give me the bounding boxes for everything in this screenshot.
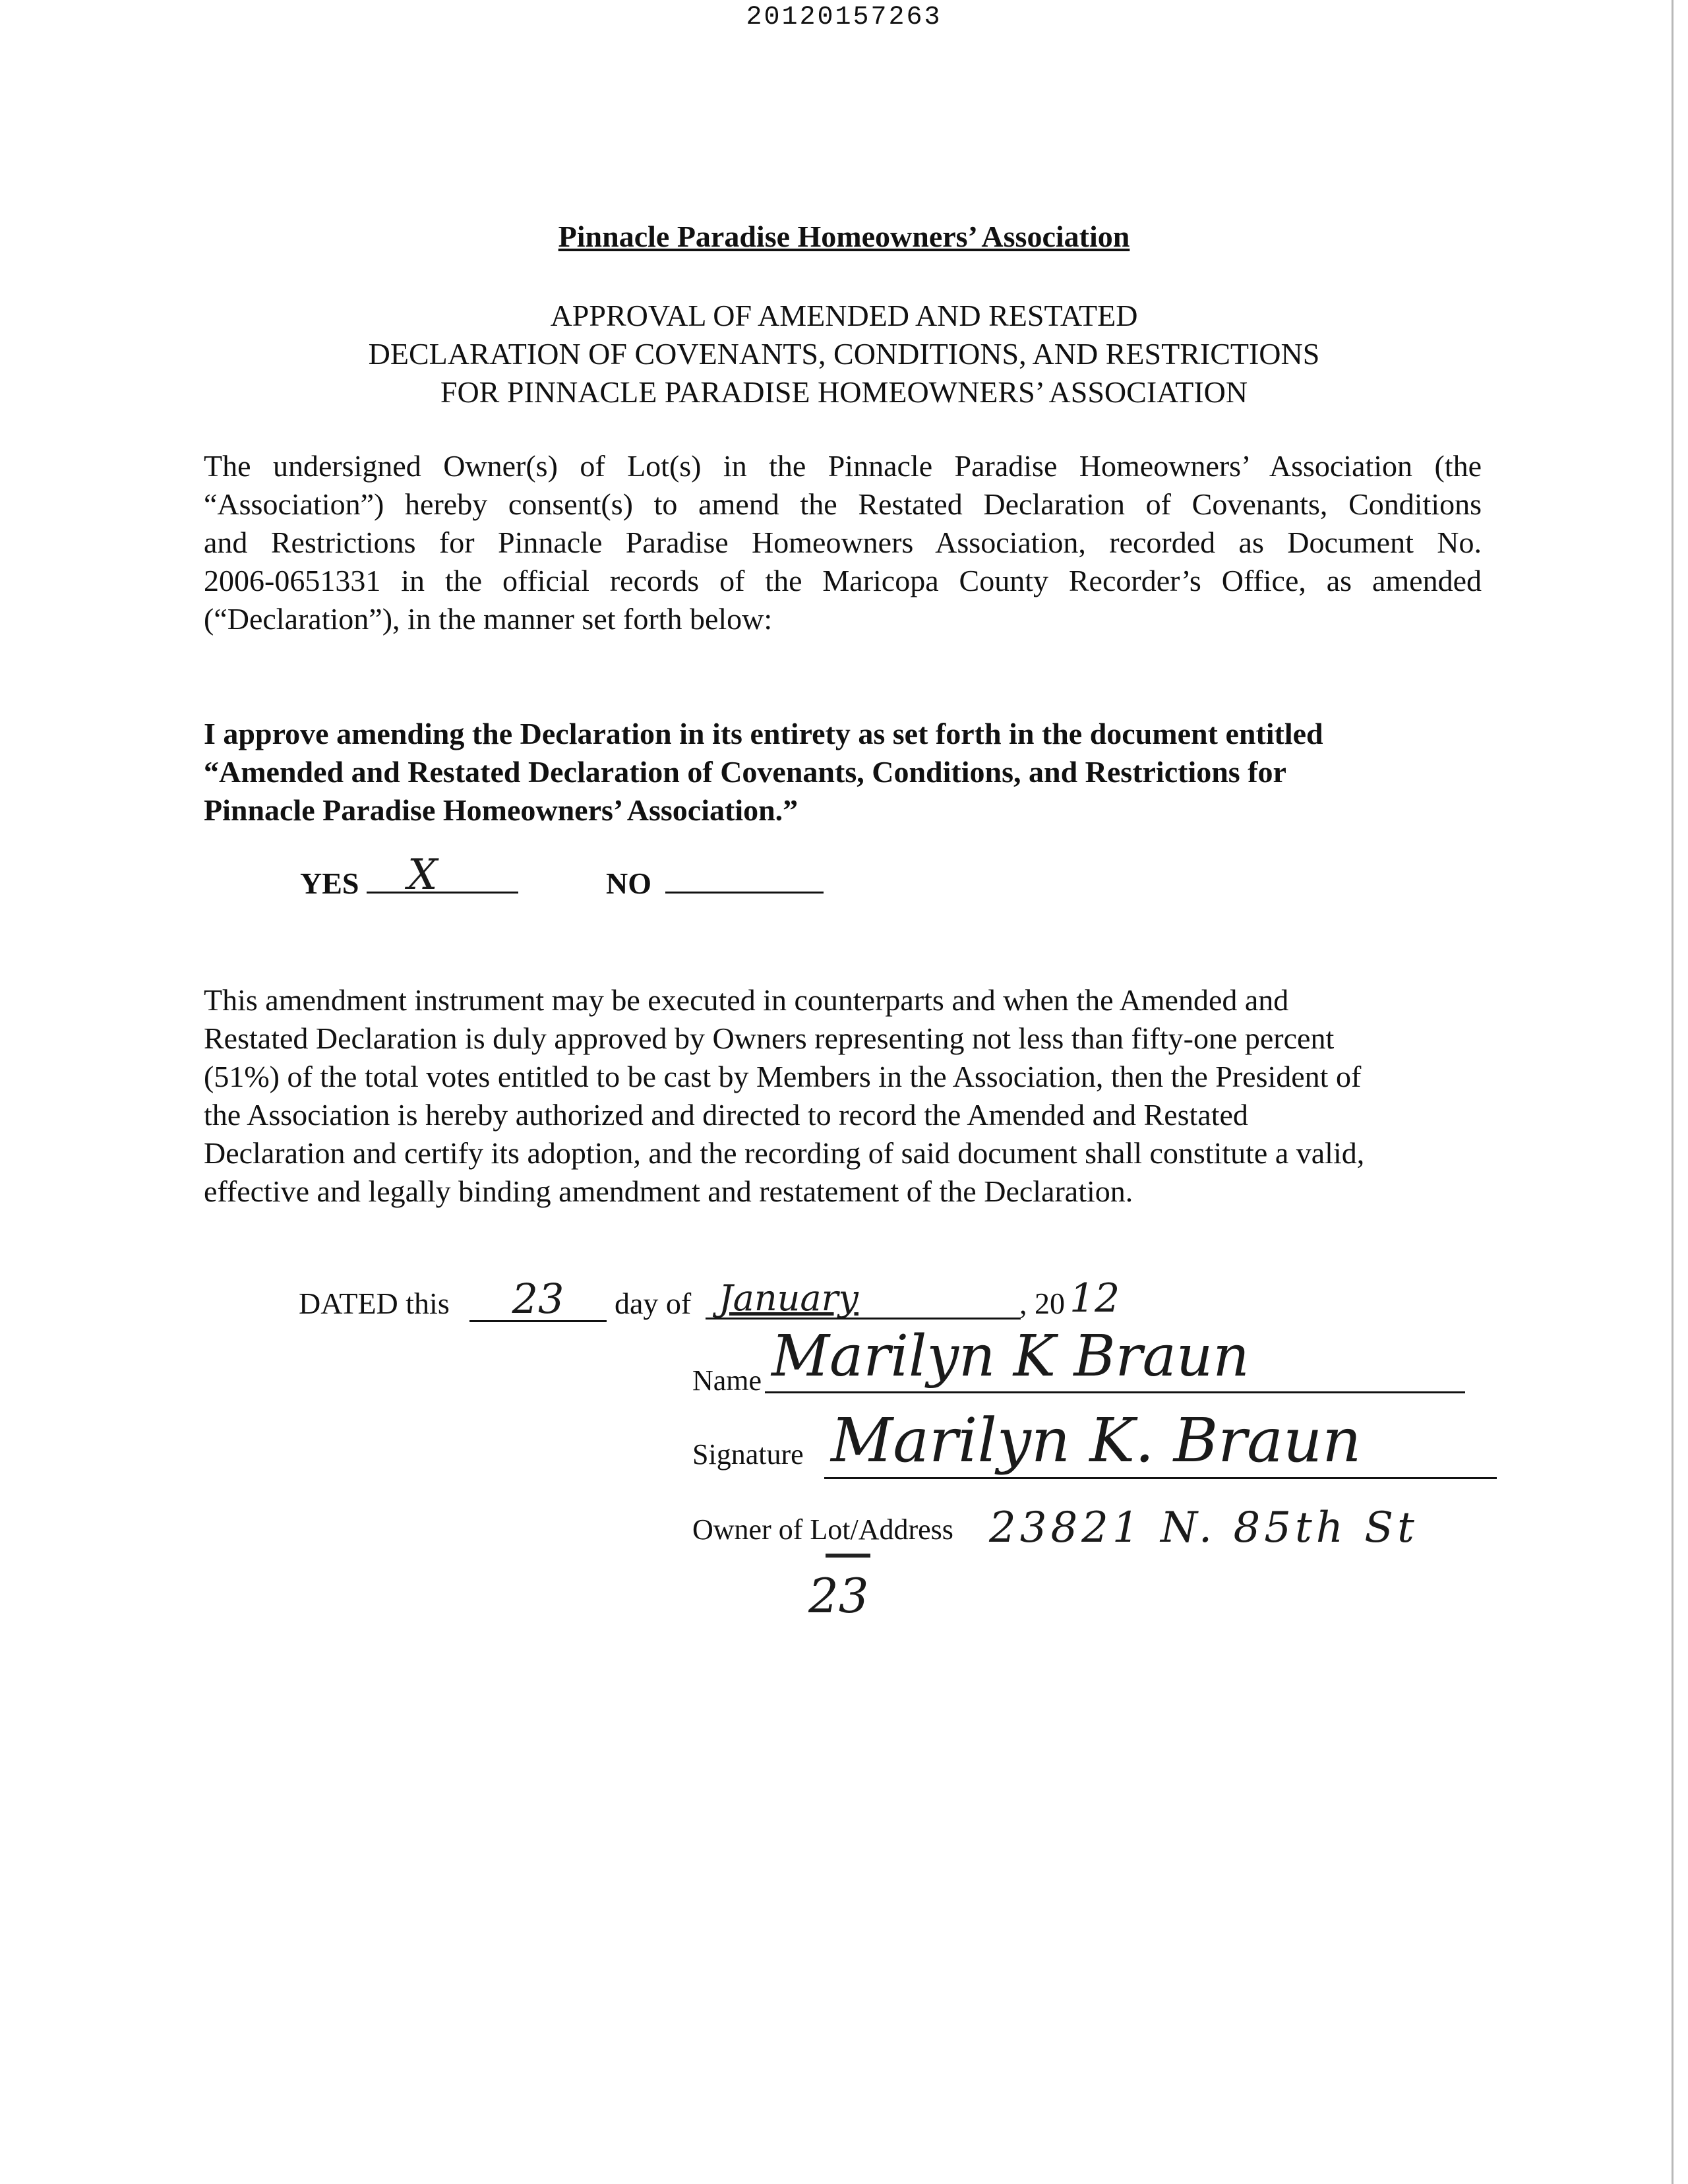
lot-overline [826,1554,870,1558]
lot-value[interactable]: 23 [808,1568,869,1623]
year-value[interactable]: 12 [1070,1275,1120,1321]
heading-line: FOR PINNACLE PARADISE HOMEOWNERS’ ASSOCIATION [440,375,1248,409]
name-label: Name [692,1364,762,1397]
month-value: January [719,1277,859,1319]
recording-number: 20120157263 [746,3,942,32]
page-edge [1672,0,1673,2184]
execution-line: (51%) of the total votes entitled to be cast by Members in the Association, then the President of [204,1060,1362,1093]
intro-line: (“Declaration”), in the manner set forth below: [204,602,773,636]
intro-line: and Restrictions for Pinnacle Paradise Homeowners Association, recorded as Document No. [204,526,1482,559]
year-prefix: , 20 [1019,1287,1065,1320]
yes-blank[interactable] [367,851,518,899]
signature-field[interactable] [824,1405,1497,1479]
month-field[interactable] [706,1278,1021,1320]
day-value: 23 [512,1275,564,1323]
no-blank[interactable] [665,865,824,894]
yes-label: YES [300,866,359,900]
dated-label: DATED this [299,1287,450,1320]
execution-line: This amendment instrument may be executed in counterparts and when the Amended and [204,983,1289,1017]
execution-line: Restated Declaration is duly approved by Owners representing not less than fifty-one percent [204,1021,1335,1055]
approval-statement [204,715,1457,830]
name-value: Marilyn K Braun [771,1323,1250,1389]
document-heading [198,297,1490,411]
execution-line: effective and legally binding amendment and restatement of the Declaration. [204,1174,1133,1208]
approval-line: Pinnacle Paradise Homeowners’ Association.” [204,793,799,827]
day-field[interactable] [469,1275,607,1323]
day-of-label: day of [615,1287,692,1320]
no-label: NO [605,866,651,900]
association-title: Pinnacle Paradise Homeowners’ Association [558,220,1130,253]
intro-line: The undersigned Owner(s) of Lot(s) in the Pinnacle Paradise Homeowners’ Association (the [204,449,1482,483]
intro-paragraph [204,447,1482,638]
vote-row [300,851,824,901]
approval-line: I approve amending the Declaration in its entirety as set forth in the document entitled [204,717,1323,750]
heading-line: APPROVAL OF AMENDED AND RESTATED [550,299,1138,332]
intro-line: “Association”) hereby consent(s) to amend the Restated Declaration of Covenants, Conditions [204,487,1482,521]
signature-value: Marilyn K. Braun [831,1405,1362,1476]
name-field[interactable] [765,1321,1465,1393]
heading-line: DECLARATION OF COVENANTS, CONDITIONS, AND RESTRICTIONS [368,337,1320,371]
approval-line: “Amended and Restated Declaration of Covenants, Conditions, and Restrictions for [204,755,1286,789]
owner-lot-address-label: Owner of Lot/Address [692,1513,953,1546]
yes-check-mark: X [407,851,438,899]
address-value: 23821 N. 85th St [989,1503,1418,1552]
signature-label: Signature [692,1438,804,1471]
intro-line: 2006-0651331 in the official records of the Maricopa County Recorder’s Office, as amended [204,564,1482,597]
dated-row [299,1286,450,1321]
address-field[interactable] [989,1505,1503,1551]
execution-line: Declaration and certify its adoption, and the recording of said document shall constitute a valid, [204,1136,1365,1170]
execution-paragraph [204,981,1509,1211]
execution-line: the Association is hereby authorized and directed to record the Amended and Restated [204,1098,1248,1132]
